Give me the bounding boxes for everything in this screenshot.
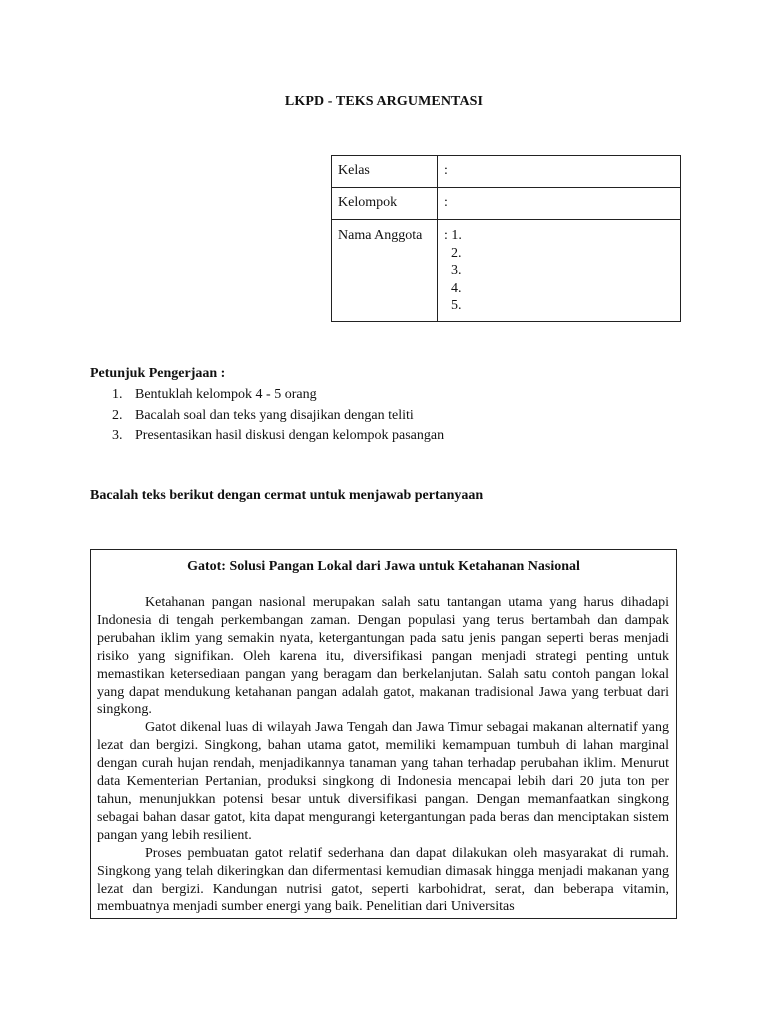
instruction-item	[112, 426, 444, 447]
instruction-text: Presentasikan hasil diskusi dengan kelompok pasangan	[135, 428, 445, 443]
nama-anggota-label: Nama Anggota	[332, 220, 438, 322]
article-title: Gatot: Solusi Pangan Lokal dari Jawa untuk Ketahanan Nasional	[187, 559, 580, 574]
article-paragraph: Ketahanan pangan nasional merupakan salah satu tantangan utama yang harus dihadapi Indonesia di tengah perkembangan zaman. Dengan populasi yang terus bertambah dan dampak perubahan iklim yang semakin nyata, ketergantungan pada satu jenis pangan seperti beras menjadi risiko yang signifikan. Oleh karena itu, diversifikasi pangan menjadi strategi penting untuk memastikan ketersediaan pangan yang beragam dan berkelanjutan. Salah satu contoh pangan lokal yang dapat mendukung ketahanan pangan adalah gatot, makanan tradisional Jawa yang terbuat dari singkong.	[97, 595, 669, 718]
article-body	[97, 594, 669, 916]
member-number: 3.	[451, 263, 462, 278]
article-paragraph: Proses pembuatan gatot relatif sederhana dan dapat dilakukan oleh masyarakat di rumah. Singkong yang telah dikeringkan dan difermentasi kemudian dimasak hingga menjadi makanan yang lezat dan bergizi. Kandungan nutrisi gatot, seperti karbohidrat, serat, dan beberapa vitamin, membuatnya menjadi sumber energi yang baik. Penelitian dari Universitas	[97, 845, 669, 915]
kelompok-label: Kelompok	[332, 188, 438, 220]
table-row-kelompok	[332, 188, 681, 220]
identity-table	[331, 155, 681, 322]
member-number: : 1.	[444, 228, 462, 243]
member-number: 5.	[451, 298, 462, 313]
instruction-text: Bentuklah kelompok 4 - 5 orang	[135, 387, 317, 402]
kelas-value: :	[438, 156, 681, 188]
kelompok-value: :	[438, 188, 681, 220]
member-number-list	[444, 227, 674, 315]
table-row-kelas	[332, 156, 681, 188]
document-title: LKPD - TEKS ARGUMENTASI	[284, 94, 484, 109]
instruction-text: Bacalah soal dan teks yang disajikan dengan teliti	[135, 407, 414, 423]
instruction-item	[112, 406, 444, 427]
table-row-nama-anggota	[332, 220, 681, 322]
instruction-number: 2.	[112, 407, 123, 423]
instructions-list	[112, 385, 444, 447]
instructions-heading: Petunjuk Pengerjaan :	[90, 366, 226, 381]
nama-anggota-value	[438, 220, 681, 322]
instruction-item	[112, 385, 444, 406]
instruction-number: 3.	[112, 428, 123, 443]
article-box	[90, 549, 677, 919]
member-number: 4.	[451, 280, 462, 296]
member-number: 2.	[451, 245, 462, 261]
reading-heading: Bacalah teks berikut dengan cermat untuk menjawab pertanyaan	[90, 488, 484, 503]
instruction-number: 1.	[112, 387, 123, 402]
kelas-label: Kelas	[332, 156, 438, 188]
article-paragraph: Gatot dikenal luas di wilayah Jawa Tengah dan Jawa Timur sebagai makanan alternatif yang lezat dan bergizi. Singkong, bahan utama gatot, memiliki kemampuan tumbuh di lahan marginal dengan curah hujan rendah, menjadikannya tanaman yang tahan terhadap perubahan iklim. Menurut data Kementerian Pertanian, produksi singkong di Indonesia mencapai lebih dari 20 juta ton per tahun, menunjukkan potensi besar untuk diversifikasi pangan. Dengan memanfaatkan singkong sebagai bahan dasar gatot, kita dapat mengurangi ketergantungan pada beras dan menciptakan sistem pangan yang lebih resilient.	[97, 720, 669, 843]
